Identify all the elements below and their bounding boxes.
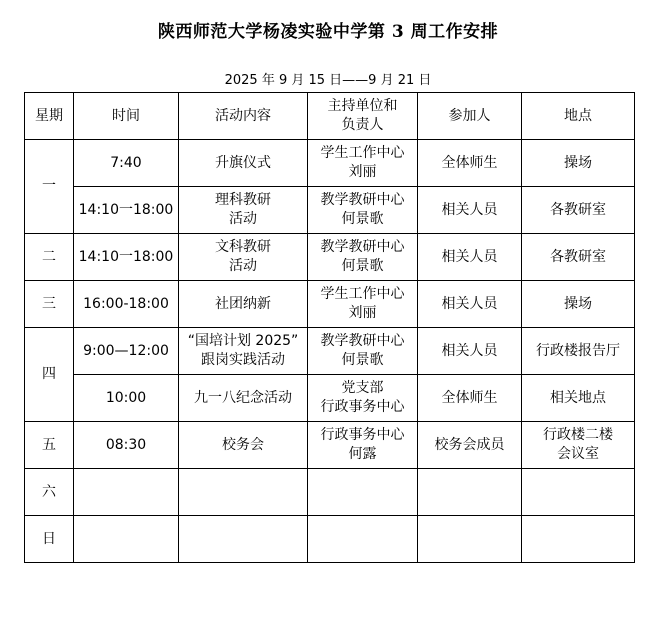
table-row	[25, 422, 635, 469]
location-cell	[522, 422, 635, 469]
header-host-line2: 负责人	[341, 117, 384, 133]
host-cell	[308, 234, 418, 281]
activity-cell	[179, 140, 308, 187]
activity-line: 社团纳新	[215, 295, 271, 312]
header-day: 星期	[25, 93, 74, 140]
location-line: 行政楼二楼	[543, 427, 613, 443]
activity-line: 活动	[229, 258, 257, 274]
host-line: 行政事务中心	[320, 399, 405, 415]
participants-cell	[418, 516, 522, 563]
time-cell	[74, 469, 179, 516]
activity-line: 升旗仪式	[215, 154, 271, 171]
participants-cell	[418, 469, 522, 516]
page-title: 陕西师范大学杨凌实验中学第 3 周工作安排	[157, 22, 499, 42]
table-row	[25, 281, 635, 328]
host-line: 教学教研中心	[320, 333, 405, 349]
day-cell-wed: 三	[25, 281, 74, 328]
table-row	[25, 328, 635, 375]
header-row	[25, 93, 635, 140]
host-cell	[308, 140, 418, 187]
header-time: 时间	[74, 93, 179, 140]
day-cell-thu: 四	[25, 328, 74, 422]
header-location: 地点	[522, 93, 635, 140]
header-activity: 活动内容	[179, 93, 308, 140]
host-person: 何景歌	[341, 258, 384, 274]
location-cell	[522, 516, 635, 563]
header-participants: 参加人	[418, 93, 522, 140]
host-line: 学生工作中心	[320, 286, 405, 302]
activity-line: “国培计划 2025”	[187, 333, 299, 349]
host-person: 刘丽	[348, 164, 377, 180]
header-host	[308, 93, 418, 140]
activity-cell	[179, 516, 308, 563]
location-cell	[522, 469, 635, 516]
host-cell	[308, 375, 418, 422]
participants-cell: 相关人员	[418, 234, 522, 281]
participants-cell: 全体师生	[418, 375, 522, 422]
activity-cell	[179, 328, 308, 375]
host-cell	[308, 328, 418, 375]
host-line: 党支部	[341, 380, 384, 396]
location-cell: 各教研室	[522, 234, 635, 281]
activity-line: 跟岗实践活动	[201, 352, 285, 368]
host-line: 教学教研中心	[320, 192, 405, 208]
host-cell	[308, 422, 418, 469]
time-cell	[74, 516, 179, 563]
time-cell: 10:00	[74, 375, 179, 422]
participants-cell: 相关人员	[418, 187, 522, 234]
participants-cell: 校务会成员	[418, 422, 522, 469]
day-cell-sun: 日	[25, 516, 74, 563]
day-cell-mon: 一	[25, 140, 74, 234]
time-cell: 9:00—12:00	[74, 328, 179, 375]
host-person: 何景歌	[341, 352, 384, 368]
location-cell: 各教研室	[522, 187, 635, 234]
time-cell: 14:10一18:00	[74, 234, 179, 281]
host-cell	[308, 187, 418, 234]
header-host-line1: 主持单位和	[327, 98, 398, 114]
location-cell: 相关地点	[522, 375, 635, 422]
activity-line: 理科教研	[215, 192, 271, 208]
activity-line: 文科教研	[215, 239, 271, 255]
host-person: 刘丽	[348, 305, 377, 321]
day-cell-fri: 五	[25, 422, 74, 469]
participants-cell: 相关人员	[418, 328, 522, 375]
table-row	[25, 187, 635, 234]
time-cell: 14:10一18:00	[74, 187, 179, 234]
time-cell: 08:30	[74, 422, 179, 469]
time-cell: 7:40	[74, 140, 179, 187]
activity-cell	[179, 375, 308, 422]
date-range: 2025 年 9 月 15 日——9 月 21 日	[224, 73, 432, 88]
activity-line: 九一八纪念活动	[194, 389, 292, 406]
table-row	[25, 469, 635, 516]
table-row	[25, 234, 635, 281]
host-line: 教学教研中心	[320, 239, 405, 255]
day-cell-tue: 二	[25, 234, 74, 281]
activity-cell	[179, 234, 308, 281]
participants-cell: 相关人员	[418, 281, 522, 328]
host-line: 行政事务中心	[320, 427, 405, 443]
table-row	[25, 140, 635, 187]
activity-line: 活动	[229, 211, 257, 227]
activity-cell	[179, 469, 308, 516]
activity-cell	[179, 187, 308, 234]
activity-line: 校务会	[222, 436, 264, 453]
time-cell: 16:00-18:00	[74, 281, 179, 328]
host-person: 何景歌	[341, 211, 384, 227]
location-cell: 操场	[522, 281, 635, 328]
host-cell	[308, 469, 418, 516]
location-cell: 操场	[522, 140, 635, 187]
host-cell	[308, 281, 418, 328]
location-line: 会议室	[557, 446, 599, 462]
activity-cell	[179, 281, 308, 328]
table-row	[25, 375, 635, 422]
host-person: 何露	[348, 446, 377, 462]
host-line: 学生工作中心	[320, 145, 405, 161]
schedule-table	[24, 92, 635, 563]
location-cell: 行政楼报告厅	[522, 328, 635, 375]
host-cell	[308, 516, 418, 563]
activity-cell	[179, 422, 308, 469]
participants-cell: 全体师生	[418, 140, 522, 187]
table-row	[25, 516, 635, 563]
day-cell-sat: 六	[25, 469, 74, 516]
